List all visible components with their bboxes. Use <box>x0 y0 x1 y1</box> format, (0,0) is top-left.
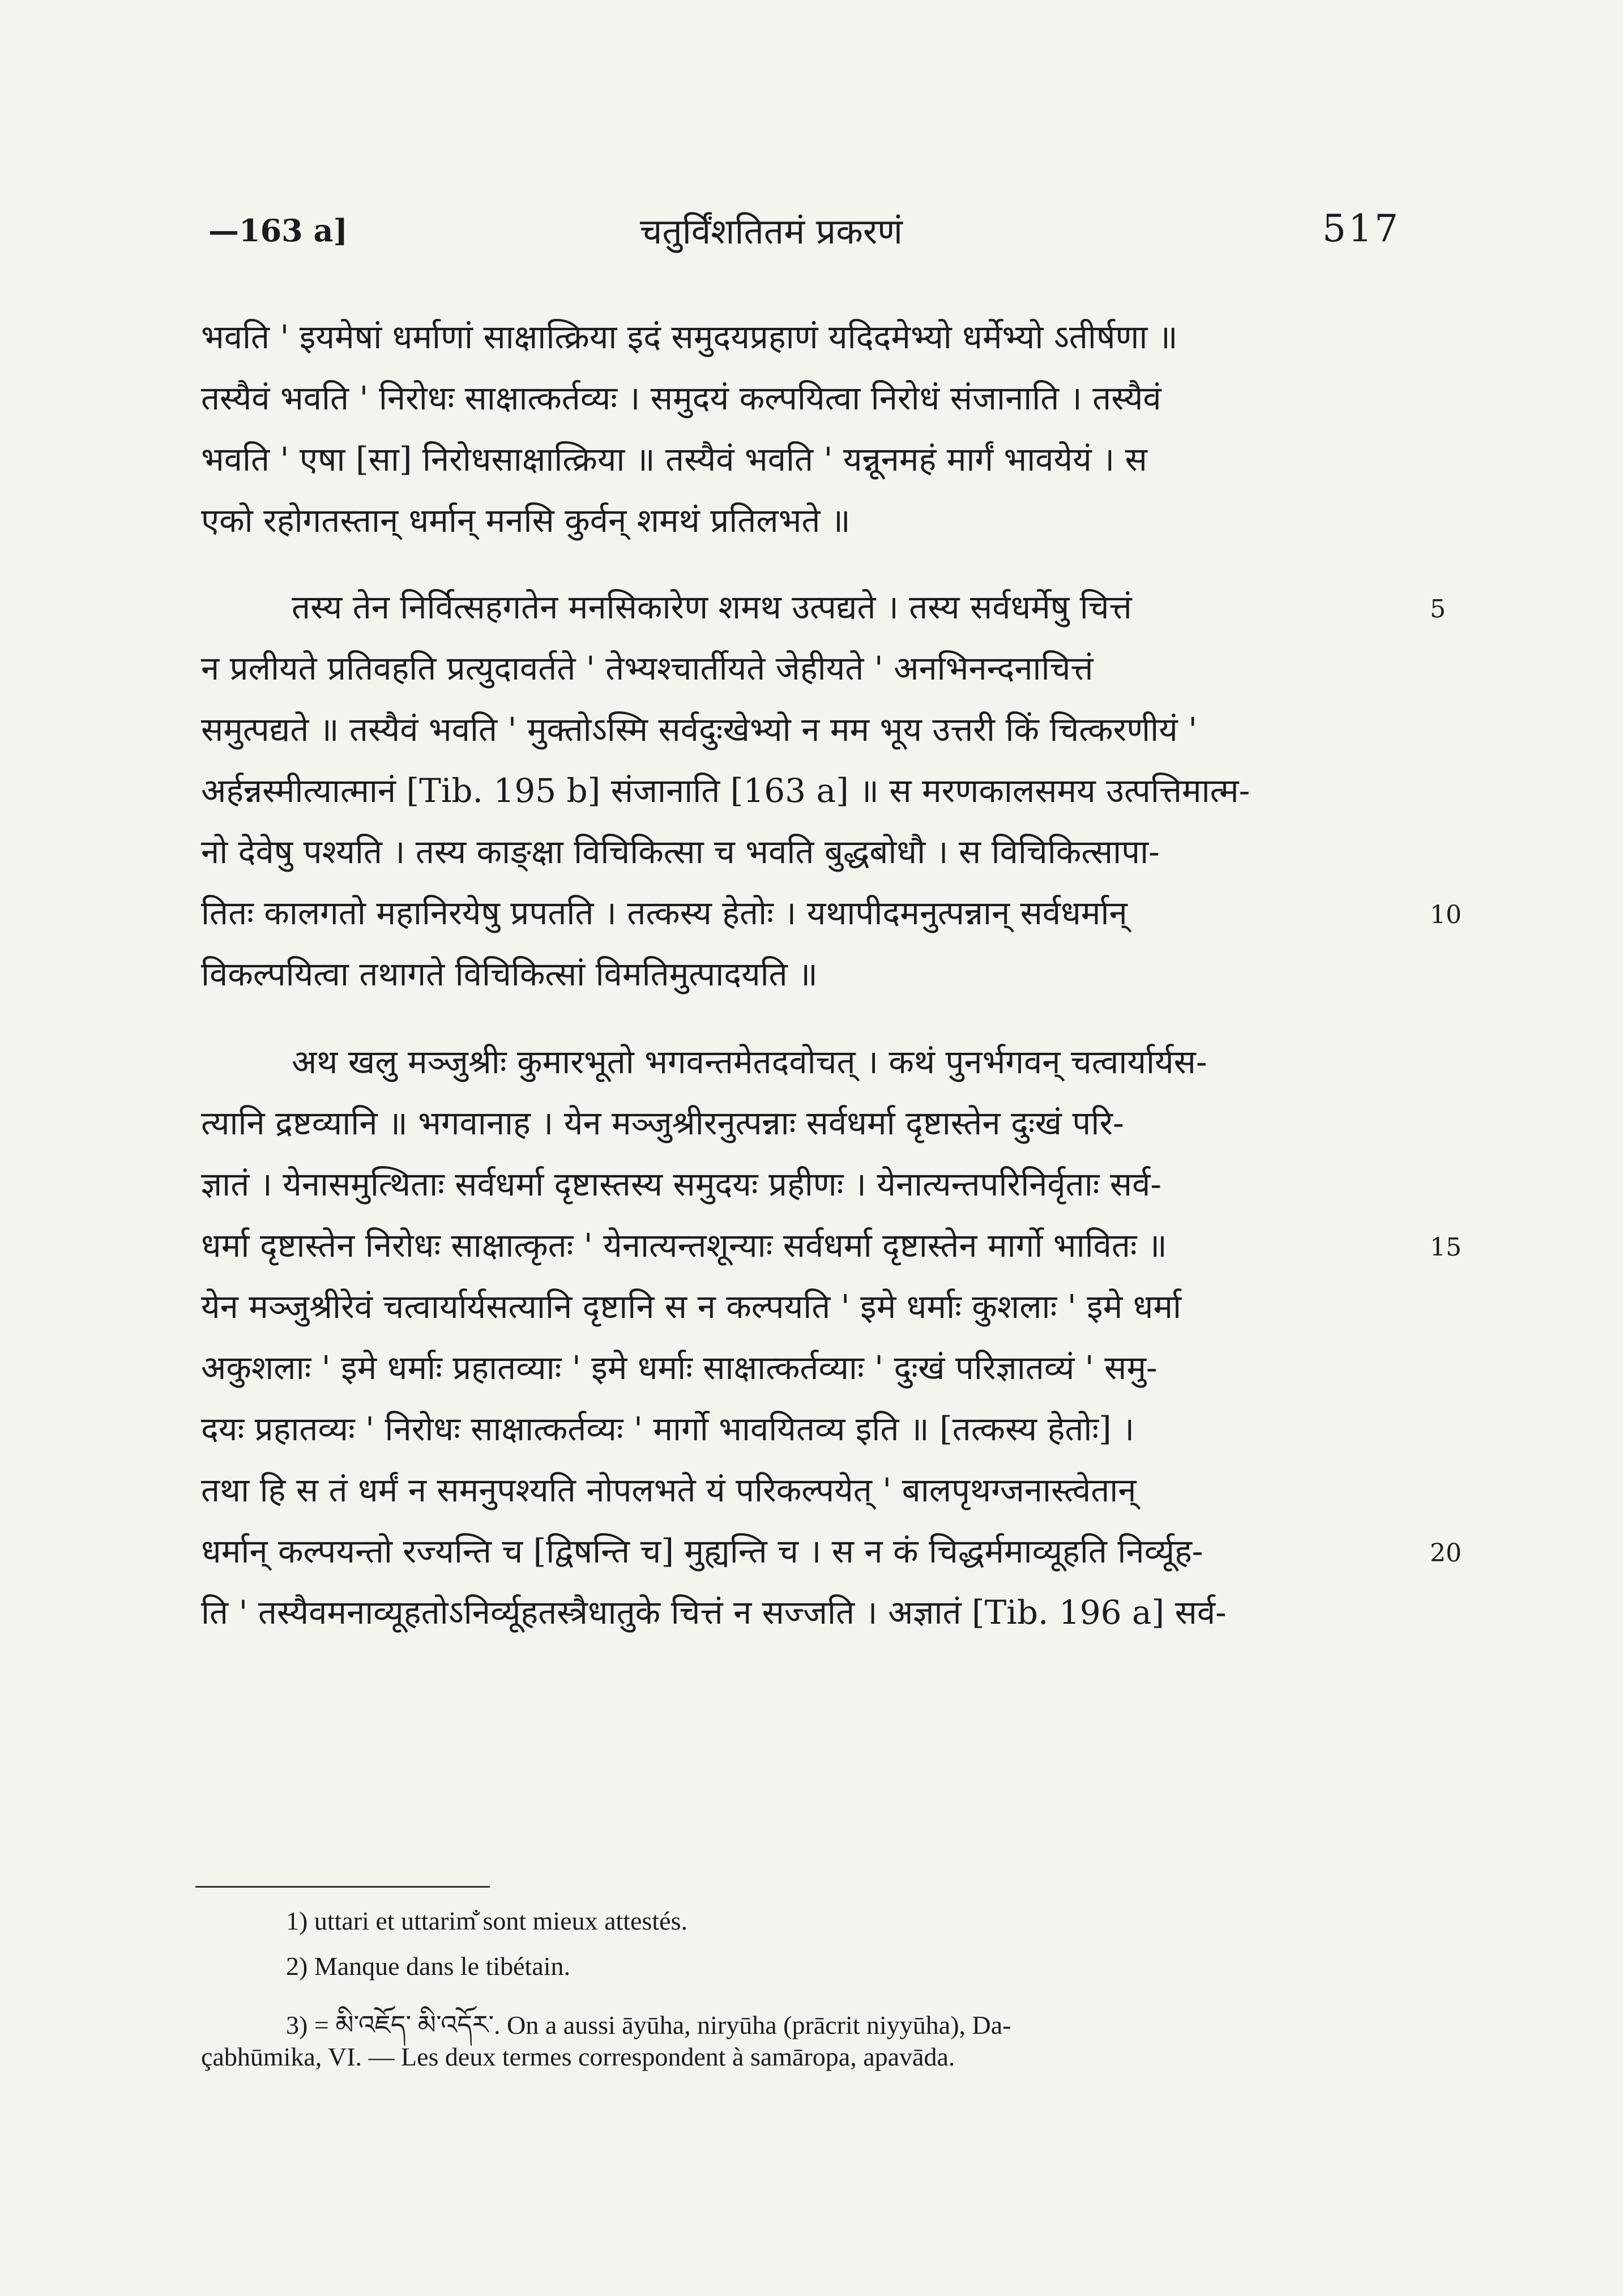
folio-reference: —163 a] <box>208 212 348 249</box>
text-line: त्यानि द्रष्टव्यानि ॥ भगवानाह । येन मञ्जुश्रीरनुत्पन्नाः सर्वधर्मा दृष्टास्तेन दुःखं परि- <box>201 1104 1124 1142</box>
text-line: दयः प्रहातव्यः ' निरोधः साक्षात्कर्तव्यः ' मार्गो भावयितव्य इति ॥ [तत्कस्य हेतोः] । <box>201 1410 1135 1448</box>
footnote: 1) uttari et uttarim̐ sont mieux attestés. <box>286 1906 688 1935</box>
text-line: समुत्पद्यते ॥ तस्यैवं भवति ' मुक्तोऽस्मि सर्वदुःखेभ्यो न मम भूय उत्तरी किं चित्करणीयं ' <box>201 710 1198 749</box>
text-line: ति ' तस्यैवमनाव्यूहतोऽनिर्व्यूहतस्त्रैधातुके चित्तं न सज्जति । अज्ञातं [Tib. 196 a] सर्व- <box>201 1593 1227 1632</box>
text-line: एको रहोगतस्तान् धर्मान् मनसि कुर्वन् शमथं प्रतिलभते ॥ <box>201 501 851 540</box>
text-line: येन मञ्जुश्रीरेवं चत्वार्यार्यसत्यानि दृष्टानि स न कल्पयति ' इमे धर्माः कुशलाः ' इमे धर्मा <box>201 1287 1182 1326</box>
text-line: तस्यैवं भवति ' निरोधः साक्षात्कर्तव्यः । समुदयं कल्पयित्वा निरोधं संजानाति । तस्यैवं <box>201 379 1161 417</box>
text-line: धर्मान् कल्पयन्तो रज्यन्ति च [द्विषन्ति च] मुह्यन्ति च । स न कं चिद्धर्ममाव्यूहति निर्व्यूह- <box>201 1532 1203 1571</box>
text-line: धर्मा दृष्टास्तेन निरोधः साक्षात्कृतः ' येनात्यन्तशून्याः सर्वधर्मा दृष्टास्तेन मार्गो भावितः ॥ <box>201 1226 1167 1265</box>
page-number: 517 <box>1322 207 1400 250</box>
text-line: तथा हि स तं धर्मं न समनुपश्यति नोपलभते यं परिकल्पयेत् ' बालपृथग्जनास्त्वेतान् <box>201 1471 1137 1509</box>
text-line: तितः कालगतो महानिरयेषु प्रपतति । तत्कस्य हेतोः । यथापीदमनुत्पन्नान् सर्वधर्मान् <box>201 894 1127 932</box>
text-line: अथ खलु मञ्जुश्रीः कुमारभूतो भगवन्तमेतदवोचत् । कथं पुनर्भगवन् चत्वार्यार्यस- <box>292 1043 1207 1081</box>
text-line: अर्हन्नस्मीत्यात्मानं [Tib. 195 b] संजानाति [163 a] ॥ स मरणकालसमय उत्पत्तिमात्म- <box>201 771 1250 810</box>
line-number: 15 <box>1430 1233 1462 1262</box>
text-line: तस्य तेन निर्वित्सहगतेन मनसिकारेण शमथ उत्पद्यते । तस्य सर्वधर्मेषु चित्तं <box>292 588 1132 626</box>
footnote-rule <box>195 1886 490 1888</box>
text-line: न प्रलीयते प्रतिवहति प्रत्युदावर्तते ' तेभ्यश्चार्तीयते जेहीयते ' अनभिनन्दनाचित्तं <box>201 649 1094 688</box>
line-number: 20 <box>1430 1539 1462 1568</box>
text-line: अकुशलाः ' इमे धर्माः प्रहातव्याः ' इमे धर्माः साक्षात्कर्तव्याः ' दुःखं परिज्ञातव्यं ' समु- <box>201 1348 1158 1387</box>
footnote: 3) = མི་འཇོད་ མི་འདོར་. On a aussi āyūha, niryūha (prācrit niyyūha), Da- <box>286 2011 1011 2039</box>
chapter-title: चतुर्विंशतितमं प्रकरणं <box>640 211 903 252</box>
footnote: 2) Manque dans le tibétain. <box>286 1952 571 1981</box>
text-line: भवति ' इयमेषां धर्माणां साक्षात्क्रिया इदं समुदयप्रहाणं यदिदमेभ्यो धर्मेभ्यो ऽतीर्षणा ॥ <box>201 318 1178 356</box>
line-number: 5 <box>1430 595 1446 624</box>
text-line: विकल्पयित्वा तथागते विचिकित्सां विमतिमुत्पादयति ॥ <box>201 955 818 993</box>
line-number: 10 <box>1430 901 1462 929</box>
text-line: नो देवेषु पश्यति । तस्य काङ्क्षा विचिकित्सा च भवति बुद्धबोधौ । स विचिकित्सापा- <box>201 833 1160 871</box>
text-line: भवति ' एषा [सा] निरोधसाक्षात्क्रिया ॥ तस्यैवं भवति ' यन्नूनमहं मार्गं भावयेयं । स <box>201 440 1147 479</box>
text-line: ज्ञातं । येनासमुत्थिताः सर्वधर्मा दृष्टास्तस्य समुदयः प्रहीणः । येनात्यन्तपरिनिर्वृताः सर्व- <box>201 1165 1161 1204</box>
footnote: çabhūmika, VI. — Les deux termes correspondent à samāropa, apavāda. <box>201 2042 955 2071</box>
